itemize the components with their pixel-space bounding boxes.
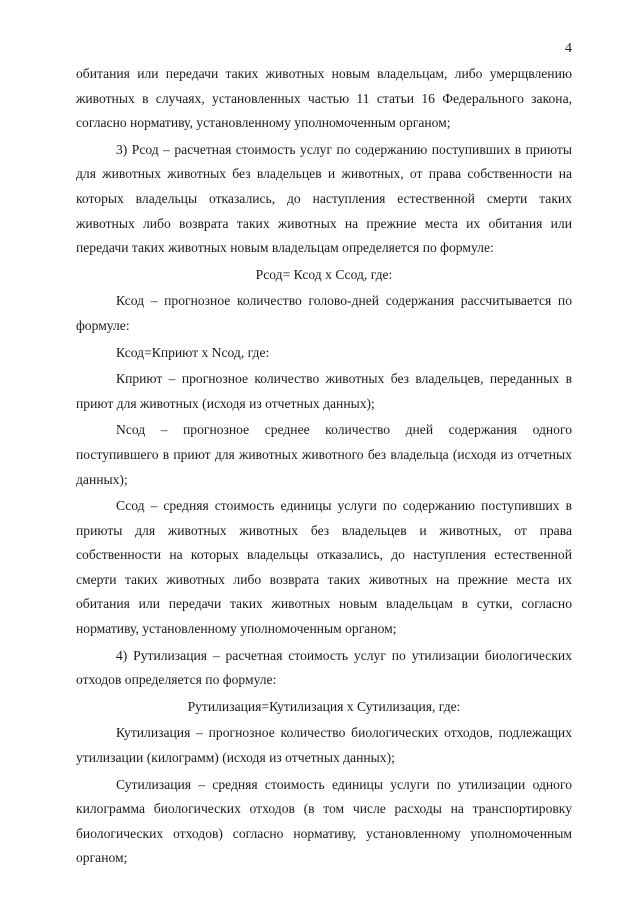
formula-rsod: Рсод= Ксод х Ссод, где: xyxy=(255,266,393,282)
document-body xyxy=(76,62,572,873)
paragraph-kutilizatsiya-definition: Кутилизация – прогнозное количество биологических отходов, подлежащих утилизации (килограмм) (исходя из отчетных данных); xyxy=(76,725,572,766)
page-number: 4 xyxy=(565,41,572,56)
paragraph-item-4-rutilizatsiya: 4) Рутилизация – расчетная стоимость услуг по утилизации биологических отходов определяется по формуле: xyxy=(76,647,572,688)
paragraph-sutilizatsiya-definition: Сутилизация – средняя стоимость единицы услуги по утилизации одного килограмма биологических отходов (в том числе расходы на транспортировку биологических отходов) согласно нормативу, установленному уполномоченным органом; xyxy=(76,776,572,866)
paragraph-item-3-rsod: 3) Рсод – расчетная стоимость услуг по содержанию поступивших в приюты для животных животных без владельцев и животных, от права собственности на которых владельцы отказались, до наступления естественной смерти таких животных либо возврата таких животных на прежние места их обитания или передачи таких животных новым владельцам определяется по формуле: xyxy=(76,141,572,256)
paragraph-nsod-definition: Nсод – прогнозное среднее количество дней содержания одного поступившего в приют для животных животного без владельца (исходя из отчетных данных); xyxy=(76,422,572,487)
formula-rutilizatsiya: Рутилизация=Кутилизация х Сутилизация, где: xyxy=(187,698,461,714)
paragraph-ssod-definition: Ссод – средняя стоимость единицы услуги по содержанию поступивших в приюты для животных животных без владельцев и животных, от права собственности на которых владельцы отказались, до наступления естественной смерти таких животных либо возврата таких животных на прежние места их обитания или передачи таких животных новым владельцам в сутки, согласно нормативу, установленному уполномоченным органом; xyxy=(76,498,572,637)
paragraph-continuation: обитания или передачи таких животных новым владельцам, либо умерщвлению животных в случаях, установленных частью 11 статьи 16 Федерального закона, согласно нормативу, установленному уполномоченным органом; xyxy=(76,66,572,131)
paragraph-kpriyut-definition: Кприют – прогнозное количество животных без владельцев, переданных в приют для животных (исходя из отчетных данных); xyxy=(76,371,572,411)
paragraph-ksod-definition: Ксод – прогнозное количество голово-дней содержания рассчитывается по формуле: xyxy=(76,293,572,333)
formula-ksod: Ксод=Кприют х Nсод, где: xyxy=(116,344,270,360)
